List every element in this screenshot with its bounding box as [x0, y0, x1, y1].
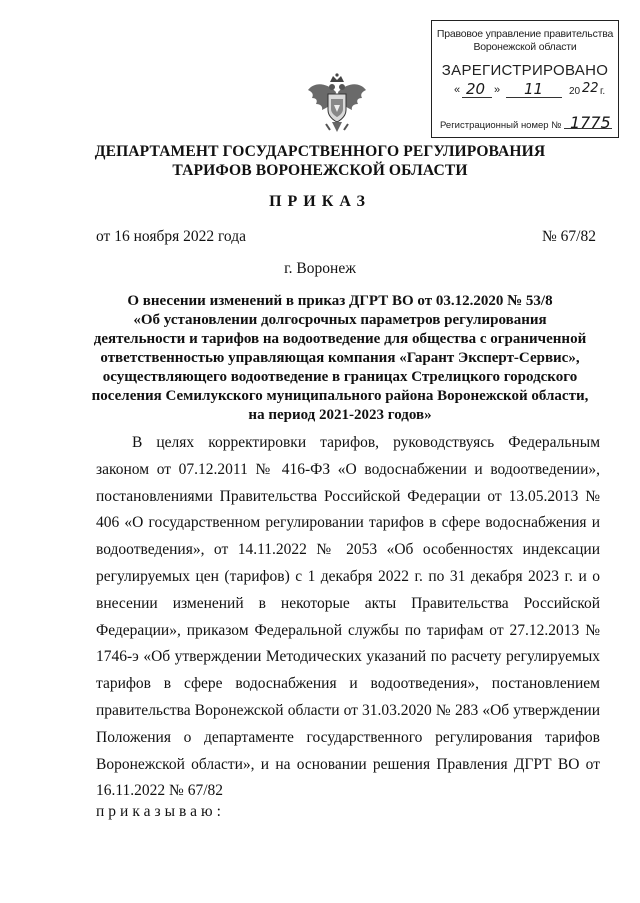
coat-of-arms-emblem: [306, 72, 368, 140]
department-name-line1: ДЕПАРТАМЕНТ ГОСУДАРСТВЕННОГО РЕГУЛИРОВАНИЯ: [94, 143, 546, 160]
stamp-reg-label: Регистрационный номер №: [440, 120, 562, 131]
stamp-organization: [432, 28, 618, 54]
stamp-reg-number: 1775: [570, 113, 611, 132]
stamp-quote-open: «: [454, 84, 461, 96]
stamp-quote-close: »: [494, 84, 501, 96]
subject-line: «Об установлении долгосрочных параметров регулирования: [133, 312, 547, 328]
stamp-year-suffix: г.: [600, 86, 606, 97]
preamble-paragraph: В целях корректировки тарифов, руководствуясь Федеральным законом от 07.12.2011 № 416-ФЗ «О водоснабжении и водоотведении», постановлениями Правительства Российской Федерации от 13.05.2013 № 406 «О государственном регулировании тарифов в сфере водоснабжения и водоотведения», от 14.11.2022 № 2053 «Об особенностях индексации регулируемых цен (тарифов) с 1 декабря 2022 г. по 31 декабря 2023 г. и о внесении изменений в некоторые акты Правительства Российской Федерации», приказом Федеральной службы по тарифам от 27.12.2013 № 1746-э «Об утверждении Методических указаний по расчету регулируемых тарифов в сфере водоснабжения и водоотведения», постановлением правительства Воронежской области от 31.03.2020 № 283 «Об утверждении Положения о департаменте государственного регулирования тарифов Воронежской области», и на основании решения Правления ДГРТ ВО от 16.11.2022 № 67/82: [96, 434, 600, 800]
order-city: г. Воронеж: [284, 260, 356, 277]
subject-line: поселения Семилукского муниципального района Воронежской области,: [91, 388, 589, 404]
subject-line: ответственностью управляющая компания «Гарант Эксперт-Сервис»,: [100, 350, 580, 366]
stamp-reg-number-row: [440, 120, 561, 131]
order-subject: [80, 292, 600, 425]
stamp-day: 20: [466, 80, 486, 98]
stamp-org-line2: Воронежской области: [473, 41, 577, 53]
subject-line: на период 2021-2023 годов»: [248, 407, 432, 423]
order-directive: приказываю:: [96, 803, 225, 820]
registration-stamp: [431, 20, 619, 138]
order-date: от 16 ноября 2022 года: [96, 228, 247, 245]
order-title: ПРИКАЗ: [269, 193, 371, 210]
stamp-month: 11: [524, 80, 544, 98]
stamp-year: 22: [582, 81, 599, 96]
stamp-registered-label: ЗАРЕГИСТРИРОВАНО: [441, 62, 609, 79]
subject-line: осуществляющего водоотведение в границах Стрелицкого городского: [102, 369, 578, 385]
stamp-date-row: [432, 81, 618, 103]
stamp-org-line1: Правовое управление правительства: [436, 28, 614, 40]
department-name-line2: ТАРИФОВ ВОРОНЕЖСКОЙ ОБЛАСТИ: [172, 162, 468, 179]
subject-line: О внесении изменений в приказ ДГРТ ВО от 03.12.2020 № 53/8: [127, 293, 553, 309]
stamp-year-prefix: 20: [569, 86, 581, 97]
order-number: № 67/82: [542, 228, 596, 245]
subject-line: деятельности и тарифов на водоотведение для общества с ограниченной: [93, 331, 587, 347]
